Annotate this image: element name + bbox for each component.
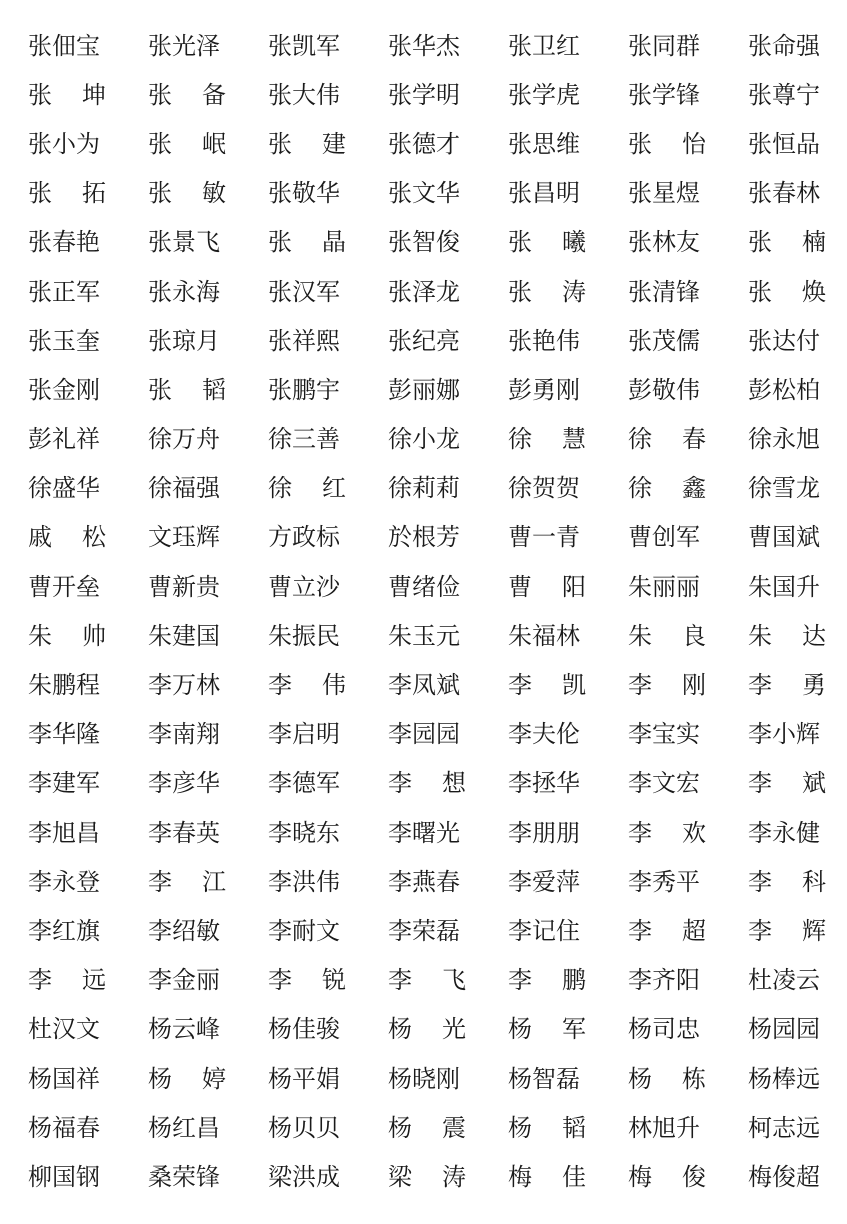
name-entry: 李永登 bbox=[28, 867, 100, 896]
name-entry: 曹国斌 bbox=[748, 523, 820, 552]
name-entry bbox=[628, 906, 706, 955]
name-entry bbox=[148, 857, 226, 906]
surname-char: 李 bbox=[508, 671, 532, 700]
name-entry bbox=[508, 660, 586, 709]
given-name-char: 超 bbox=[682, 916, 706, 945]
name-entry bbox=[628, 1054, 706, 1103]
surname-char: 徐 bbox=[268, 474, 292, 503]
name-entry: 张玉奎 bbox=[28, 326, 100, 355]
name-entry: 张恒品 bbox=[748, 129, 820, 158]
surname-char: 张 bbox=[508, 277, 532, 306]
name-entry: 李华隆 bbox=[28, 720, 100, 749]
name-entry: 李洪伟 bbox=[268, 867, 340, 896]
given-name-char: 想 bbox=[442, 769, 466, 798]
name-entry: 李朋朋 bbox=[508, 818, 580, 847]
name-entry: 杨司忠 bbox=[628, 1015, 700, 1044]
name-entry: 彭礼祥 bbox=[28, 425, 100, 454]
given-name-char: 拓 bbox=[82, 179, 106, 208]
name-entry bbox=[268, 660, 346, 709]
name-entry: 徐盛华 bbox=[28, 474, 100, 503]
name-entry: 张汉军 bbox=[268, 277, 340, 306]
given-name-char: 江 bbox=[202, 867, 226, 896]
name-entry: 李晓东 bbox=[268, 818, 340, 847]
name-entry: 朱建国 bbox=[148, 621, 220, 650]
surname-char: 朱 bbox=[748, 621, 772, 650]
given-name-char: 鹏 bbox=[562, 966, 586, 995]
surname-char: 张 bbox=[268, 129, 292, 158]
name-entry bbox=[628, 808, 706, 857]
name-entry: 李旭昌 bbox=[28, 818, 100, 847]
surname-char: 杨 bbox=[508, 1015, 532, 1044]
given-name-char: 凯 bbox=[562, 671, 586, 700]
given-name-char: 焕 bbox=[802, 277, 826, 306]
surname-char: 张 bbox=[148, 375, 172, 404]
name-entry: 张春林 bbox=[748, 179, 820, 208]
surname-char: 戚 bbox=[28, 523, 52, 552]
given-name-char: 飞 bbox=[442, 966, 466, 995]
given-name-char: 达 bbox=[802, 621, 826, 650]
surname-char: 张 bbox=[28, 80, 52, 109]
name-entry: 张思维 bbox=[508, 129, 580, 158]
name-entry bbox=[628, 1152, 706, 1201]
given-name-char: 敏 bbox=[202, 179, 226, 208]
surname-char: 张 bbox=[148, 129, 172, 158]
name-entry: 张祥熙 bbox=[268, 326, 340, 355]
name-entry: 张小为 bbox=[28, 129, 100, 158]
name-entry bbox=[148, 70, 226, 119]
surname-char: 梁 bbox=[388, 1162, 412, 1191]
name-entry: 张纪亮 bbox=[388, 326, 460, 355]
name-entry bbox=[628, 660, 706, 709]
surname-char: 李 bbox=[748, 769, 772, 798]
surname-char: 张 bbox=[148, 179, 172, 208]
name-entry: 李秀平 bbox=[628, 867, 700, 896]
given-name-char: 建 bbox=[322, 129, 346, 158]
name-entry: 李建军 bbox=[28, 769, 100, 798]
name-entry bbox=[148, 119, 226, 168]
given-name-char: 欢 bbox=[682, 818, 706, 847]
given-name-char: 俊 bbox=[682, 1162, 706, 1191]
name-entry: 彭敬伟 bbox=[628, 375, 700, 404]
name-entry: 张正军 bbox=[28, 277, 100, 306]
given-name-char: 曦 bbox=[562, 228, 586, 257]
name-entry: 张文华 bbox=[388, 179, 460, 208]
name-entry: 杜汉文 bbox=[28, 1015, 100, 1044]
name-entry bbox=[628, 119, 706, 168]
given-name-char: 涛 bbox=[442, 1162, 466, 1191]
name-entry: 张达付 bbox=[748, 326, 820, 355]
given-name-char: 刚 bbox=[682, 671, 706, 700]
surname-char: 李 bbox=[148, 867, 172, 896]
name-entry: 彭丽娜 bbox=[388, 375, 460, 404]
name-entry bbox=[268, 218, 346, 267]
name-entry: 朱福林 bbox=[508, 621, 580, 650]
name-entry: 李齐阳 bbox=[628, 966, 700, 995]
given-name-char: 斌 bbox=[802, 769, 826, 798]
name-entry: 李绍敏 bbox=[148, 916, 220, 945]
surname-char: 杨 bbox=[388, 1015, 412, 1044]
given-name-char: 慧 bbox=[562, 425, 586, 454]
name-entry: 杨棒远 bbox=[748, 1064, 820, 1093]
name-entry: 李彦华 bbox=[148, 769, 220, 798]
surname-char: 李 bbox=[28, 966, 52, 995]
name-entry: 朱振民 bbox=[268, 621, 340, 650]
given-name-char: 岷 bbox=[202, 129, 226, 158]
given-name-char: 光 bbox=[442, 1015, 466, 1044]
name-entry: 张春艳 bbox=[28, 228, 100, 257]
name-entry: 杨智磊 bbox=[508, 1064, 580, 1093]
given-name-char: 勇 bbox=[802, 671, 826, 700]
name-entry: 张永海 bbox=[148, 277, 220, 306]
given-name-char: 晶 bbox=[322, 228, 346, 257]
name-entry: 张华杰 bbox=[388, 31, 460, 60]
name-entry: 李宝实 bbox=[628, 720, 700, 749]
given-name-char: 怡 bbox=[682, 129, 706, 158]
name-entry: 张尊宁 bbox=[748, 80, 820, 109]
name-entry: 曹一青 bbox=[508, 523, 580, 552]
given-name-char: 伟 bbox=[322, 671, 346, 700]
given-name-char: 韬 bbox=[202, 375, 226, 404]
surname-char: 朱 bbox=[28, 621, 52, 650]
name-entry: 李南翔 bbox=[148, 720, 220, 749]
name-entry: 张光泽 bbox=[148, 31, 220, 60]
given-name-char: 辉 bbox=[802, 916, 826, 945]
name-entry: 桑荣锋 bbox=[148, 1162, 220, 1191]
name-entry: 杨福春 bbox=[28, 1113, 100, 1142]
name-entry bbox=[508, 1005, 586, 1054]
name-entry bbox=[388, 759, 466, 808]
name-entry: 张琼月 bbox=[148, 326, 220, 355]
name-entry: 李德军 bbox=[268, 769, 340, 798]
name-entry: 张鹏宇 bbox=[268, 375, 340, 404]
surname-char: 杨 bbox=[388, 1113, 412, 1142]
surname-char: 梅 bbox=[508, 1162, 532, 1191]
name-entry: 张林友 bbox=[628, 228, 700, 257]
surname-char: 李 bbox=[268, 966, 292, 995]
name-entry: 杜凌云 bbox=[748, 966, 820, 995]
name-entry bbox=[268, 464, 346, 513]
name-entry bbox=[508, 415, 586, 464]
name-entry bbox=[748, 660, 826, 709]
surname-char: 徐 bbox=[628, 474, 652, 503]
name-entry bbox=[148, 169, 226, 218]
surname-char: 张 bbox=[148, 80, 172, 109]
name-entry: 杨贝贝 bbox=[268, 1113, 340, 1142]
surname-char: 曹 bbox=[508, 572, 532, 601]
name-entry: 徐雪龙 bbox=[748, 474, 820, 503]
name-entry bbox=[748, 759, 826, 808]
name-entry bbox=[388, 1152, 466, 1201]
name-entry: 曹立沙 bbox=[268, 572, 340, 601]
name-entry bbox=[508, 562, 586, 611]
given-name-char: 远 bbox=[82, 966, 106, 995]
surname-char: 李 bbox=[628, 671, 652, 700]
name-entry: 李小辉 bbox=[748, 720, 820, 749]
name-entry: 张卫红 bbox=[508, 31, 580, 60]
name-entry bbox=[508, 956, 586, 1005]
name-entry bbox=[748, 906, 826, 955]
name-entry: 张凯军 bbox=[268, 31, 340, 60]
name-entry: 张学明 bbox=[388, 80, 460, 109]
given-name-char: 韬 bbox=[562, 1113, 586, 1142]
name-entry: 张德才 bbox=[388, 129, 460, 158]
given-name-char: 松 bbox=[82, 523, 106, 552]
name-entry: 朱丽丽 bbox=[628, 572, 700, 601]
name-entry: 张艳伟 bbox=[508, 326, 580, 355]
name-entry: 於根芳 bbox=[388, 523, 460, 552]
name-entry: 彭勇刚 bbox=[508, 375, 580, 404]
given-name-char: 涛 bbox=[562, 277, 586, 306]
name-entry: 张同群 bbox=[628, 31, 700, 60]
name-entry bbox=[268, 956, 346, 1005]
surname-char: 张 bbox=[748, 277, 772, 306]
surname-char: 徐 bbox=[508, 425, 532, 454]
name-entry: 朱鹏程 bbox=[28, 671, 100, 700]
name-entry: 李耐文 bbox=[268, 916, 340, 945]
name-entry: 曹创军 bbox=[628, 523, 700, 552]
name-entry: 张命强 bbox=[748, 31, 820, 60]
name-entry bbox=[748, 857, 826, 906]
name-entry: 杨佳骏 bbox=[268, 1015, 340, 1044]
name-entry: 李燕春 bbox=[388, 867, 460, 896]
surname-char: 李 bbox=[268, 671, 292, 700]
name-entry: 李启明 bbox=[268, 720, 340, 749]
surname-char: 张 bbox=[508, 228, 532, 257]
surname-char: 李 bbox=[628, 818, 652, 847]
name-entry: 徐永旭 bbox=[748, 425, 820, 454]
name-entry: 张学锋 bbox=[628, 80, 700, 109]
name-entry: 李园园 bbox=[388, 720, 460, 749]
name-entry: 张学虎 bbox=[508, 80, 580, 109]
name-entry bbox=[388, 1005, 466, 1054]
name-entry: 张大伟 bbox=[268, 80, 340, 109]
name-entry bbox=[508, 1152, 586, 1201]
name-entry: 曹绪俭 bbox=[388, 572, 460, 601]
name-entry: 杨平娟 bbox=[268, 1064, 340, 1093]
name-entry bbox=[628, 464, 706, 513]
name-entry: 朱玉元 bbox=[388, 621, 460, 650]
name-entry: 彭松柏 bbox=[748, 375, 820, 404]
name-entry: 杨国祥 bbox=[28, 1064, 100, 1093]
name-entry bbox=[508, 267, 586, 316]
name-entry bbox=[388, 956, 466, 1005]
name-entry: 李记住 bbox=[508, 916, 580, 945]
name-entry: 李拯华 bbox=[508, 769, 580, 798]
name-entry: 徐莉莉 bbox=[388, 474, 460, 503]
name-entry: 张泽龙 bbox=[388, 277, 460, 306]
name-entry: 李春英 bbox=[148, 818, 220, 847]
name-entry bbox=[268, 119, 346, 168]
surname-char: 李 bbox=[748, 916, 772, 945]
surname-char: 李 bbox=[388, 769, 412, 798]
name-entry bbox=[748, 218, 826, 267]
name-entry bbox=[628, 415, 706, 464]
name-entry: 徐三善 bbox=[268, 425, 340, 454]
name-entry bbox=[148, 365, 226, 414]
given-name-char: 坤 bbox=[82, 80, 106, 109]
name-entry: 文珏辉 bbox=[148, 523, 220, 552]
name-entry: 杨晓刚 bbox=[388, 1064, 460, 1093]
surname-char: 梅 bbox=[628, 1162, 652, 1191]
given-name-char: 红 bbox=[322, 474, 346, 503]
name-entry: 张智俊 bbox=[388, 228, 460, 257]
surname-char: 李 bbox=[748, 867, 772, 896]
name-entry bbox=[508, 218, 586, 267]
name-entry: 柯志远 bbox=[748, 1113, 820, 1142]
name-entry: 李夫伦 bbox=[508, 720, 580, 749]
name-entry: 张敬华 bbox=[268, 179, 340, 208]
name-entry: 柳国钢 bbox=[28, 1162, 100, 1191]
name-entry: 李金丽 bbox=[148, 966, 220, 995]
surname-char: 李 bbox=[508, 966, 532, 995]
name-entry: 张景飞 bbox=[148, 228, 220, 257]
name-entry bbox=[28, 169, 106, 218]
surname-char: 张 bbox=[28, 179, 52, 208]
name-entry: 李永健 bbox=[748, 818, 820, 847]
name-entry bbox=[28, 956, 106, 1005]
name-entry bbox=[628, 611, 706, 660]
name-entry: 李爱萍 bbox=[508, 867, 580, 896]
name-entry: 张清锋 bbox=[628, 277, 700, 306]
name-entry: 张茂儒 bbox=[628, 326, 700, 355]
name-entry: 李曙光 bbox=[388, 818, 460, 847]
given-name-char: 帅 bbox=[82, 621, 106, 650]
given-name-char: 楠 bbox=[802, 228, 826, 257]
surname-char: 李 bbox=[628, 916, 652, 945]
name-entry: 张佃宝 bbox=[28, 31, 100, 60]
surname-char: 徐 bbox=[628, 425, 652, 454]
name-entry: 曹新贵 bbox=[148, 572, 220, 601]
name-entry: 张星煜 bbox=[628, 179, 700, 208]
name-entry bbox=[748, 267, 826, 316]
name-entry bbox=[28, 513, 106, 562]
surname-char: 张 bbox=[748, 228, 772, 257]
given-name-char: 栋 bbox=[682, 1064, 706, 1093]
given-name-char: 春 bbox=[682, 425, 706, 454]
surname-char: 杨 bbox=[508, 1113, 532, 1142]
given-name-char: 科 bbox=[802, 867, 826, 896]
surname-char: 张 bbox=[628, 129, 652, 158]
name-entry: 徐小龙 bbox=[388, 425, 460, 454]
given-name-char: 鑫 bbox=[682, 474, 706, 503]
name-entry: 李凤斌 bbox=[388, 671, 460, 700]
name-entry: 方政标 bbox=[268, 523, 340, 552]
given-name-char: 备 bbox=[202, 80, 226, 109]
name-entry bbox=[748, 611, 826, 660]
name-entry: 张金刚 bbox=[28, 375, 100, 404]
name-entry: 曹开垒 bbox=[28, 572, 100, 601]
surname-char: 朱 bbox=[628, 621, 652, 650]
name-entry: 朱国升 bbox=[748, 572, 820, 601]
name-entry bbox=[28, 70, 106, 119]
surname-char: 杨 bbox=[628, 1064, 652, 1093]
surname-char: 李 bbox=[388, 966, 412, 995]
name-entry: 梁洪成 bbox=[268, 1162, 340, 1191]
given-name-char: 良 bbox=[682, 621, 706, 650]
name-entry: 徐万舟 bbox=[148, 425, 220, 454]
given-name-char: 婷 bbox=[202, 1064, 226, 1093]
name-entry: 张昌明 bbox=[508, 179, 580, 208]
given-name-char: 军 bbox=[562, 1015, 586, 1044]
name-entry bbox=[388, 1103, 466, 1152]
surname-char: 张 bbox=[268, 228, 292, 257]
name-entry: 徐贺贺 bbox=[508, 474, 580, 503]
name-entry: 梅俊超 bbox=[748, 1162, 820, 1191]
name-entry bbox=[508, 1103, 586, 1152]
name-entry bbox=[28, 611, 106, 660]
name-entry: 李文宏 bbox=[628, 769, 700, 798]
name-entry: 杨园园 bbox=[748, 1015, 820, 1044]
given-name-char: 佳 bbox=[562, 1162, 586, 1191]
name-entry: 李荣磊 bbox=[388, 916, 460, 945]
surname-char: 杨 bbox=[148, 1064, 172, 1093]
name-entry bbox=[148, 1054, 226, 1103]
surname-char: 李 bbox=[748, 671, 772, 700]
given-name-char: 阳 bbox=[562, 572, 586, 601]
name-list-grid bbox=[28, 21, 828, 1202]
name-entry: 李万林 bbox=[148, 671, 220, 700]
name-entry: 林旭升 bbox=[628, 1113, 700, 1142]
name-entry: 徐福强 bbox=[148, 474, 220, 503]
name-entry: 杨云峰 bbox=[148, 1015, 220, 1044]
given-name-char: 锐 bbox=[322, 966, 346, 995]
name-entry: 李红旗 bbox=[28, 916, 100, 945]
given-name-char: 震 bbox=[442, 1113, 466, 1142]
name-entry: 杨红昌 bbox=[148, 1113, 220, 1142]
